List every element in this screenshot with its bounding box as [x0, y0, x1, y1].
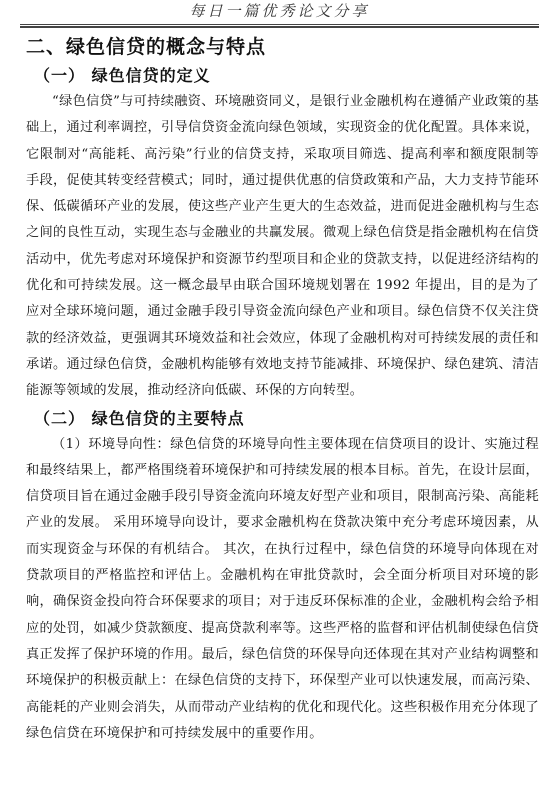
subsection-heading-features: （二） 绿色信贷的主要特点	[34, 408, 245, 428]
page-header: 每日一篇优秀论文分享	[20, 0, 539, 25]
subsection-heading-definition: （一） 绿色信贷的定义	[34, 66, 211, 85]
features-paragraph: （1）环境导向性：绿色信贷的环境导向性主要体现在信贷项目的设计、实施过程和最终结果上，都严格围绕着环境保护和可持续发展的根本目标。首先，在设计层面，信贷项目旨在通过金融手段引导资金流向环境友好型产业和项目，限制高污染、高能耗产业的发展。 采用环境导向设计，要求金融机构在贷款决策中充分考虑环境因素，从而实现资金与环保的有机结合。 其次，在执行过程中，绿色信贷的环境导向体现在对贷款项目的严格监控和评估上。金融机构在审批贷款时，会全面分析项目对环境的影响，确保资金投向符合环保要求的项目；对于违反环保标准的企业，金融机构会给予相应的处罚，如减少贷款额度、提高贷款利率等。这些严格的监督和评估机制使绿色信贷真正发挥了保护环境的作用。最后，绿色信贷的环保导向还体现在其对产业结构调整和环境保护的积极贡献上：在绿色信贷的支持下，环保型产业可以快速发展，而高污染、高能耗的产业则会消失，从而带动产业结构的优化和现代化。这些积极作用充分体现了绿色信贷在环境保护和可持续发展中的重要作用。	[26, 436, 539, 741]
section-heading: 二、绿色信贷的概念与特点	[26, 36, 267, 58]
definition-paragraph: “绿色信贷”与可持续融资、环境融资同义，是银行业金融机构在遵循产业政策的基础上，通过利率调控，引导信贷资金流向绿色领域，实现资金的优化配置。具体来说，它限制对“高能耗、高污染”行业的信贷支持，采取项目筛选、提高利率和额度限制等手段，促使其转变经营模式；同时，通过提供优惠的信贷政策和产品，大力支持节能环保、低碳循环产业的发展，使这些产业产生更大的生态效益，进而促进金融机构与生态之间的良性互动，实现生态与金融业的共赢发展。微观上绿色信贷是指金融机构在信贷活动中，优先考虑对环境保护和资源节约型项目和企业的贷款支持，以促进经济结构的优化和可持续发展。这一概念最早由联合国环境规划署在 1992 年提出，目的是为了应对全球环境问题，通过金融手段引导资金流向绿色产业和项目。绿色信贷不仅关注贷款的经济效益，更强调其环境效益和社会效应，体现了金融机构对可持续发展的责任和承诺。通过绿色信贷，金融机构能够有效地支持节能减排、环境保护、绿色建筑、清洁能源等领域的发展，推动经济向低碳、环保的方向转型。	[26, 94, 539, 399]
document-body	[26, 32, 539, 747]
